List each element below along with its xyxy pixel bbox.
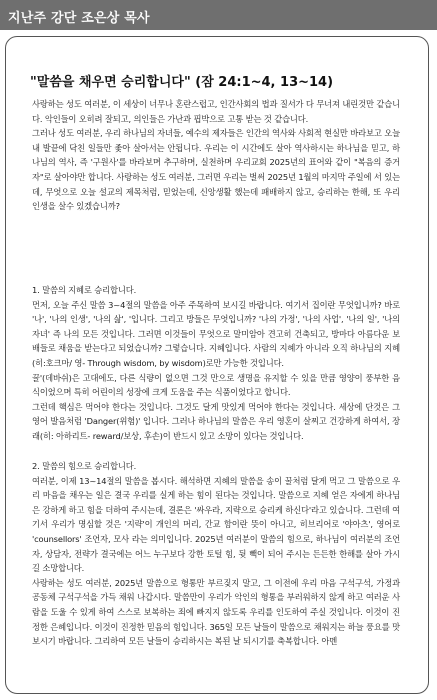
intro-paragraph: 그러나 성도 여러분, 우리 하나님의 자녀들, 예수의 제자들은 인간의 역사와 사회적 현실만 바라보고 오늘 내 발끝에 닥친 일들만 좇아 살아서는 안됩니다. 우리는 이 시간에도 살아 역사하시는 하나님을 믿고, 하나님의 역사, 즉 '구원사'를 바라보며 추구하며, 실천하며 우리교회 2025년의 표어와 같이 "복음의 증거자"로 살아야만 합니다. 사랑하는 성도 여러분, 그러면 우리는 벌써 2025년 1월의 마지막 주일에 서 있는데, 무엇으로 오늘 설교의 제목처럼, 믿었는데, 신앙생활 했는데 패배하지 않고, 승리하는 한해, 또 우리 인생을 살수 있겠습니까? <box>32 128 400 212</box>
header-bar <box>0 0 437 30</box>
sermon-title: "말씀을 채우면 승리합니다" (잠 24:1~4, 13~14) <box>30 75 334 90</box>
intro-block <box>32 97 400 214</box>
section-1-paragraph: 먼저, 오늘 주신 말씀 3~4절의 말씀을 아주 주목하여 보시길 바랍니다. 여기서 집이란 무엇입니까? 바로 '나', '나의 인생', '나의 삶', '입니다. 그리고 방들은 무엇입니까? '나의 가정', '나의 사업', '나의 일', '나의 자녀' 즉 나의 모든 것입니다. 그러면 이것들이 무엇으로 말미암아 견고히 건축되고, 방마다 아름다운 보배들로 채움을 받는다고 되었습니까? 그렇습니다. 지혜입니다. 사람의 지혜가 아니라 오직 하나님의 지혜(히:호크마/ 영- Through wisdom, by wisdom)로만 가능한 것입니다. <box>32 299 400 368</box>
section-1-paragraph: 꿀'(데바쉬)은 고대에도, 다른 식량이 없으면 그것 만으로 생명을 유지할 수 있을 만큼 영양이 풍부한 음식이었으며 특히 어린이의 성장에 크게 도움을 주는 식품이었다고 합니다. <box>32 372 400 398</box>
section-2-heading: 2. 말씀의 힘으로 승리합니다. <box>32 461 137 471</box>
section-2-paragraph: 사랑하는 성도 여러분, 2025년 말씀으로 형통만 부르짖지 말고, 그 이전에 우리 마음 구석구석, 가정과 공동체 구석구석을 가득 채워 나갑시다. 말씀만이 우리가 악인의 형통을 부러워하지 않게 하고 여러운 사람을 도울 수 있게 하여 스스로 보복하는 죄에 빠지지 않도록 우리를 인도하여 주실 것입니다. 이것이 진정한 은혜입니다. 이것이 진정한 믿음의 힘입니다. 365일 모든 날들이 말씀으로 채워지는 하늘 풍요를 맛보시기 바랍니다. 그리하여 모든 날들이 승리하시는 복된 날 되시기를 축복합니다. 아멘 <box>32 577 400 647</box>
column-header-label: 지난주 강단 조은상 목사 <box>8 11 150 26</box>
section-1-heading: 1. 말씀의 지혜로 승리합니다. <box>32 285 137 295</box>
section-1-block <box>32 283 400 444</box>
section-2-paragraph: 여러분, 이제 13~14절의 말씀을 봅시다. 해석하면 지혜의 말씀을 송이 꿀처럼 달게 먹고 그 말씀으로 우리 마음을 채우는 일은 결국 우리를 실게 하는 힘이 된다는 것입니다. 말씀으로 지혜 얻은 자에게 하나님은 강하게 하고 힘을 더하여 주시는데, 결론은 '싸우라, 지략으로 승리케 하신다'라고 있습니다. 그런데 여기서 우리가 명심할 것은 '지략'이 개인의 머리, 간교 함이란 뜻이 아니고, 히브리어로 '야아츠', 영어로 'counsellors' 조언자, 모사 라는 의미입니다. 2025년 여러분이 말씀의 힘으로, 하나님이 여러분의 조언자, 상담자, 전략가 결국에는 어느 누구보다 강한 토털 힘, 뒷 빽이 되어 주시는 든든한 한해를 살아 가시길 소망합니다. <box>32 475 400 574</box>
section-1-paragraph: 그런데 핵심은 먹어야 한다는 것입니다. 그것도 달게 맛있게 먹어야 한다는 것입니다. 세상에 단것은 그 영어 발음처럼 'Danger(위험)' 입니다. 그러나 하나님의 말씀은 우리 영혼이 살찌고 건강하게 하여서, 장래(히: 아하리트- reward/보상, 후손)이 반드시 있고 소망이 있다는 것입니다. <box>32 401 400 441</box>
section-2-block <box>32 459 400 649</box>
intro-paragraph: 사랑하는 성도 여러분, 이 세상이 너무나 혼란스럽고, 인간사회의 법과 질서가 다 무너져 내린것만 같습니다. 악인들이 오히려 잘되고, 의인들은 가난과 핍박으로 고통 받는 것 같습니다. <box>32 99 400 124</box>
